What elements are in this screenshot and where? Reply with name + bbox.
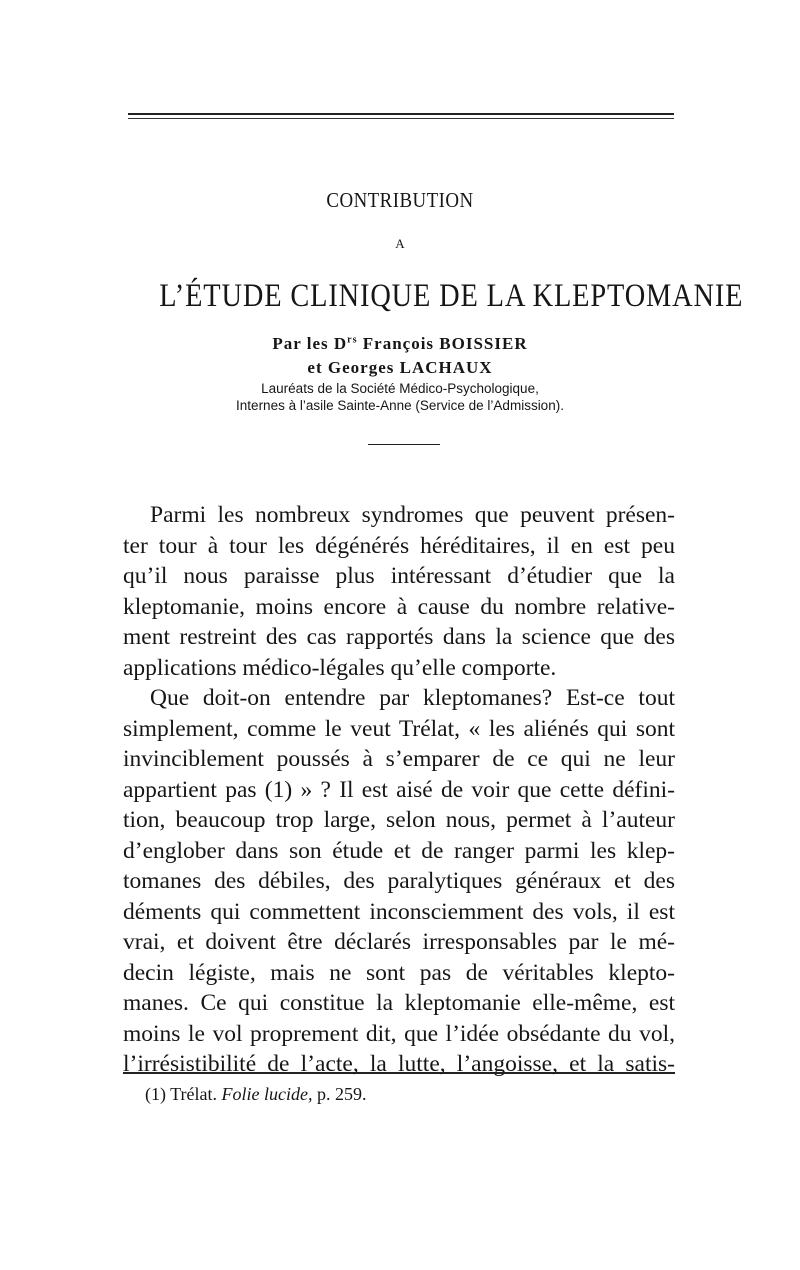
text-line: kleptomanie, moins encore à cause du nombre relative-	[123, 593, 675, 620]
affiliation-line-1: Lauréats de la Société Médico-Psychologique,	[261, 381, 539, 396]
text-line: Parmi les nombreux syndromes que peuvent présen-	[150, 502, 675, 528]
authors-line-2: et Georges LACHAUX	[307, 358, 493, 377]
text-line: déments qui commettent inconsciemment des vols, il est	[123, 898, 675, 925]
text-line: applications médico-légales qu’elle comporte.	[123, 654, 557, 681]
text-line: Que doit-on entendre par kleptomanes? Est-ce tout	[150, 685, 675, 711]
text-line: moins le vol proprement dit, que l’idée obsédante du vol,	[123, 1020, 675, 1047]
text-line: d’englober dans son étude et de ranger parmi les klep-	[123, 837, 675, 864]
text-line: manes. Ce qui constitue la kleptomanie elle-même, est	[123, 990, 675, 1016]
authors-prefix: Par les D	[272, 334, 348, 353]
text-line: ment restreint des cas rapportés dans la science que des	[123, 624, 675, 650]
text-line: qu’il nous paraisse plus intéressant d’étudier que la	[123, 563, 675, 589]
affiliation-line-2: Internes à l’asile Sainte-Anne (Service de l’Admission).	[236, 398, 564, 413]
article-title: L’ÉTUDE CLINIQUE DE LA KLEPTOMANIE	[159, 278, 744, 314]
authors-superscript: rs	[347, 334, 358, 346]
heading-contribution: CONTRIBUTION	[326, 188, 474, 212]
heading-preposition: A	[395, 236, 405, 251]
text-line: simplement, comme le veut Trélat, « les aliénés qui sont	[123, 715, 675, 742]
author-boissier: François BOISSIER	[357, 334, 528, 353]
footnote-work-title: Folie lucide,	[221, 1084, 313, 1104]
footnote	[145, 1084, 366, 1105]
footnote-marker: (1) Trélat.	[145, 1084, 217, 1104]
text-line: decin légiste, mais ne sont pas de véritables klepto-	[123, 959, 675, 986]
text-line: ter tour à tour les dégénérés héréditaires, il en est peu	[123, 532, 675, 559]
footnote-page: p. 259.	[316, 1084, 367, 1104]
top-rule	[128, 113, 674, 115]
text-line: vrai, et doivent être déclarés irresponsables par le mé-	[123, 929, 675, 955]
authors-line-1	[120, 334, 680, 354]
text-line: appartient pas (1) » ? Il est aisé de voir que cette défini-	[123, 776, 675, 803]
section-divider	[368, 444, 440, 445]
text-line: invinciblement poussés à s’emparer de ce qui ne leur	[123, 746, 675, 772]
text-line: l’irrésistibilité de l’acte, la lutte, l’angoisse, et la satis-	[123, 1051, 675, 1077]
footnote-rule	[123, 1072, 675, 1074]
body-text	[123, 500, 675, 1080]
text-line: tion, beaucoup trop large, selon nous, permet à l’auteur	[123, 807, 675, 833]
top-rule-thin	[128, 118, 674, 119]
text-line: tomanes des débiles, des paralytiques généraux et des	[123, 868, 675, 894]
